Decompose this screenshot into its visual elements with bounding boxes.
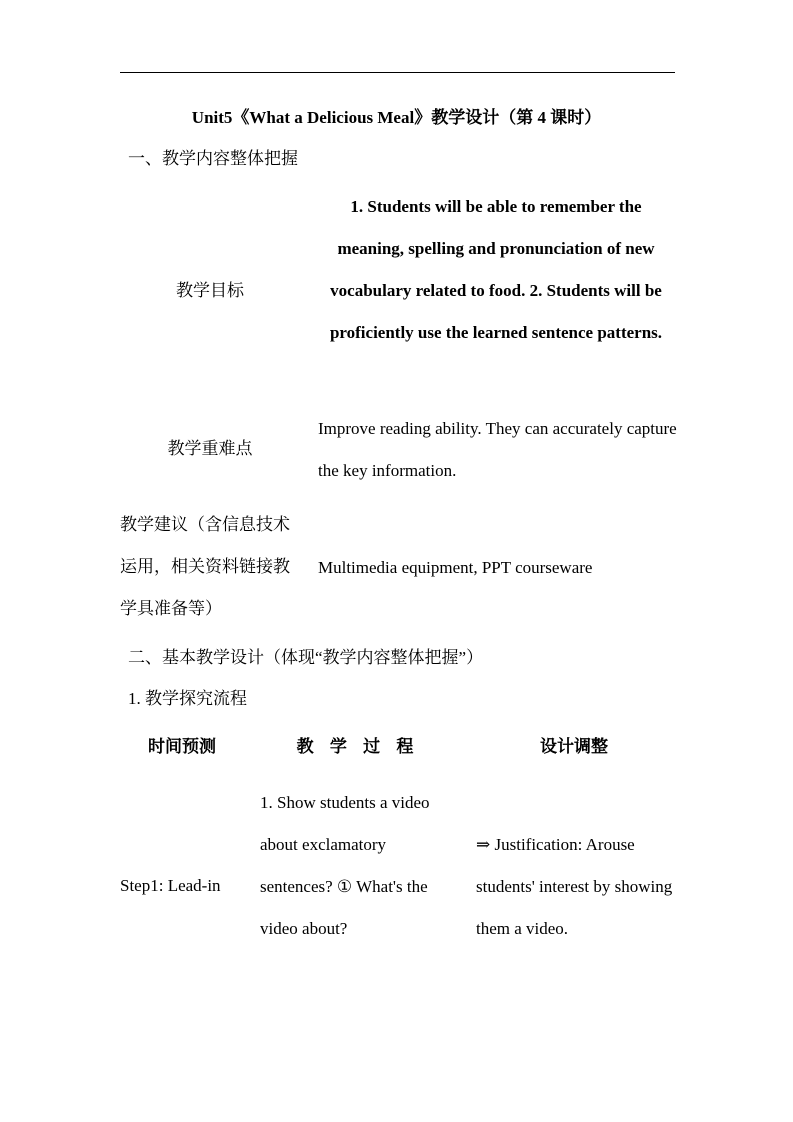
section1-heading: 一、教学内容整体把握 <box>128 149 298 168</box>
step1-process: 1. Show students a video about exclamatory sentences? ① What's the video about? <box>260 793 430 938</box>
key-difficulties-text: Improve reading ability. They can accurately capture the key information. <box>318 419 677 480</box>
header-rule <box>120 72 675 73</box>
step1-adjustment: ⇒ Justification: Arouse students' interest by showing them a video. <box>476 835 673 938</box>
suggestions-label: 教学建议（含信息技术运用，相关资料链接教学具准备等） <box>120 515 290 618</box>
step1-time: Step1: Lead-in <box>120 876 221 895</box>
section2-subheading: 1. 教学探究流程 <box>128 689 247 708</box>
key-difficulties-label: 教学重难点 <box>167 439 253 458</box>
suggestions-text: Multimedia equipment, PPT courseware <box>318 558 593 577</box>
table-header-adjustment: 设计调整 <box>540 737 608 756</box>
document-title: Unit5《What a Delicious Meal》教学设计（第 4 课时） <box>191 108 602 127</box>
goals-label: 教学目标 <box>176 281 244 300</box>
section2-heading: 二、基本教学设计（体现“教学内容整体把握”） <box>128 648 484 667</box>
goals-text: 1. Students will be able to remember the meaning, spelling and pronunciation of new vocabulary related to food. 2. Students will be proficiently use the learned sentence patterns. <box>329 197 663 342</box>
table-header-time: 时间预测 <box>148 737 216 756</box>
table-header-process: 教 学 过 程 <box>296 737 420 756</box>
